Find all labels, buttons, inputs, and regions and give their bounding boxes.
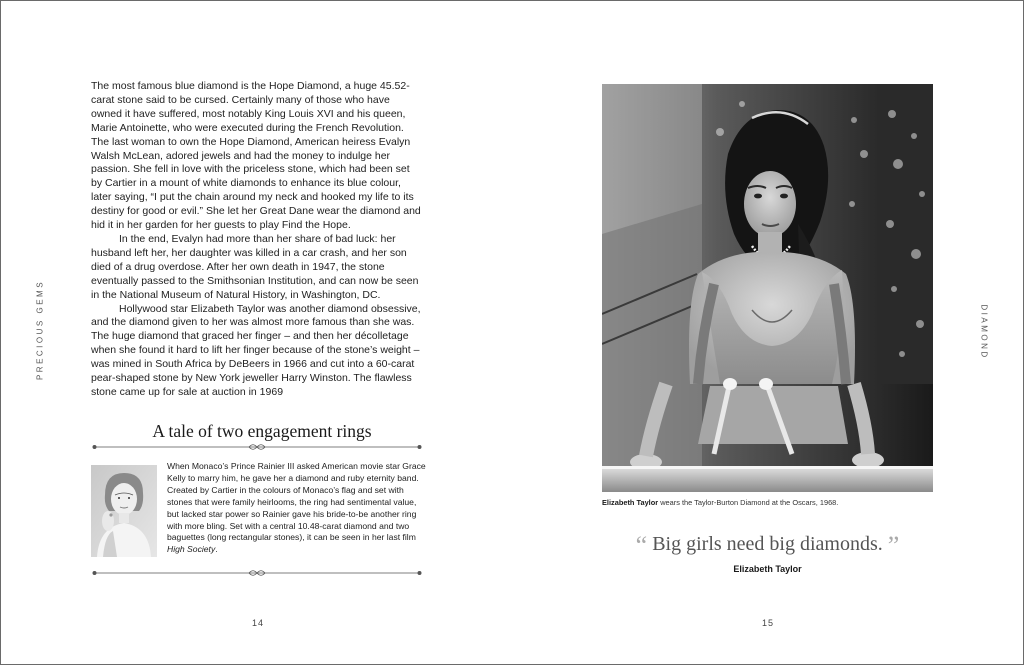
open-quote-mark: “ (635, 531, 648, 560)
body-text (91, 80, 422, 400)
grace-kelly-photo (91, 465, 157, 557)
photo-caption (602, 498, 838, 507)
sidebar-text-main: When Monaco’s Prince Rainier III asked American movie star Grace Kelly to marry him, he gave her a diamond and ruby eternity band. Created by Cartier in the colours of Monaco’s flag and set with stones that were family heirlooms, the ring had sentimental value, but lacked star power so Rainier gave his bride-to-be another ring with more bling. Set with a central 10.48-carat diamond and two baguettes (long rectangular stones), it can be seen in her last film (167, 461, 426, 543)
close-quote-mark: ” (887, 531, 900, 560)
page-number-right: 15 (762, 618, 775, 628)
pull-quote (602, 531, 933, 561)
sidebar-title: A tale of two engagement rings (152, 421, 372, 441)
ornamental-rule (92, 568, 422, 578)
elizabeth-taylor-photo (602, 84, 933, 492)
caption-text: wears the Taylor-Burton Diamond at the Oscars, 1968. (658, 498, 839, 507)
ornamental-rule (92, 442, 422, 452)
caption-name: Elizabeth Taylor (602, 498, 659, 507)
body-paragraph: Hollywood star Elizabeth Taylor was another diamond obsessive, and the diamond given to her was almost more famous than she was. The huge diamond that graced her finger – and then her décolletage when she found it hard to lift her finger because of the stone’s weight – was mined in South Africa by DeBeers in 1966 and cut into a 60-carat pear-shaped stone by New York jeweller Harry Winston. The flawless stone came up for sale at auction in 1969 (91, 302, 421, 398)
sidebar-text-end: . (215, 544, 218, 555)
film-title: High Society (167, 544, 216, 555)
running-head-left: PRECIOUS GEMS (35, 279, 45, 381)
quote-author: Elizabeth Taylor (733, 564, 802, 574)
body-paragraph: The most famous blue diamond is the Hope Diamond, a huge 45.52-carat stone said to be cursed. Certainly many of those who have owned it have suffered, most notably King Louis XVI and his queen, Marie Antoinette, who were executed during the French Revolution. The last woman to own the Hope Diamond, American heiress Evalyn Walsh McLean, adored jewels and had the money to indulge her passion. She fell in love with the priceless stone, which had been set by Cartier in a mount of white diamonds to enhance its blue colour, later saying, “I put the chain around my neck and hooked my life to its destiny for good or evil.” She let her Great Dane wear the diamond and hid it in her garden for her guests to play Find the Hope. (91, 80, 421, 232)
sidebar-text (167, 461, 429, 556)
body-paragraph: In the end, Evalyn had more than her share of bad luck: her husband left her, her daughter was killed in a car crash, and her son died of a drug overdose. After her own death in 1947, the stone eventually passed to the Smithsonian Institution, and can now be seen in the National Museum of Natural History, in Washington, DC. (91, 232, 419, 301)
quote-text: Big girls need big diamonds. (652, 533, 883, 555)
running-head-right: DIAMOND (979, 304, 989, 360)
page-number-left: 14 (252, 618, 265, 628)
